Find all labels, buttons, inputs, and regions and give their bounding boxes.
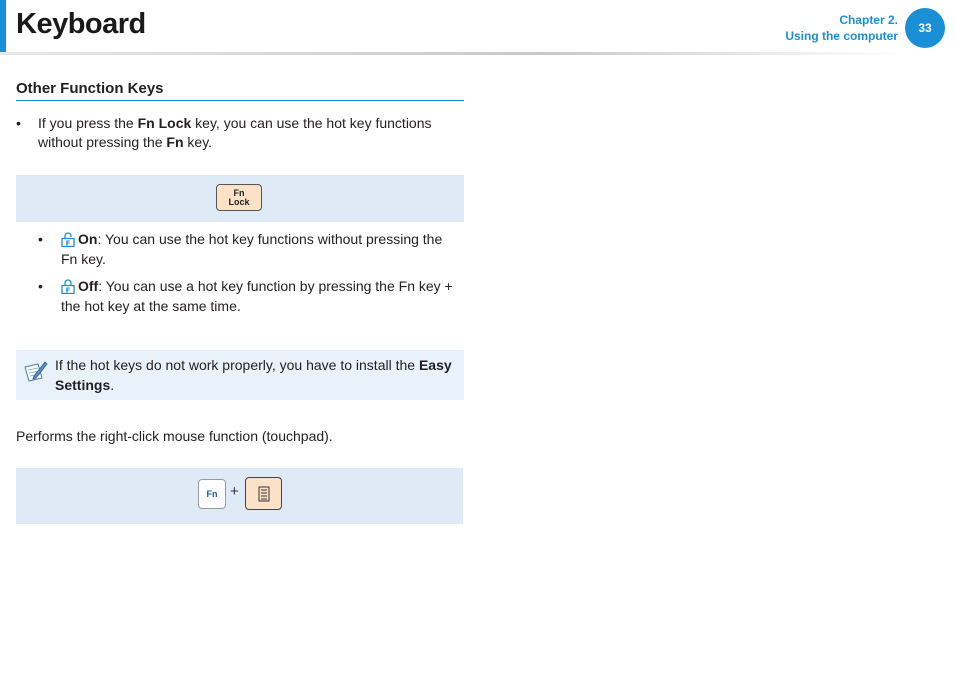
bullet-dot: • (16, 115, 21, 131)
header-accent-bar (0, 0, 6, 52)
paragraph: Performs the right-click mouse function (touchpad). (16, 428, 333, 444)
note-text: If the hot keys do not work properly, you have to install the Easy Settings. (55, 357, 452, 393)
svg-text:F: F (65, 286, 71, 294)
chapter-name: Using the computer (785, 29, 898, 43)
lock-closed-icon (61, 279, 75, 294)
menu-key (245, 477, 282, 510)
note-pencil-icon (22, 358, 48, 384)
list-item (16, 114, 464, 152)
note-box (16, 350, 464, 400)
header-divider (0, 52, 905, 55)
plus-sign: + (230, 483, 239, 500)
lock-open-icon (61, 232, 75, 247)
chapter-number: Chapter 2. (839, 13, 898, 27)
svg-text:F: F (65, 239, 71, 247)
page-number-badge: 33 (905, 8, 945, 48)
list-item: • F On: You can use the hot key functions without pressing the Fn key. (38, 231, 443, 267)
section-title: Other Function Keys (16, 80, 464, 101)
fn-lock-key: Fn Lock (216, 184, 262, 211)
menu-key-icon (258, 486, 270, 502)
list-item: • F Off: You can use a hot key function by pressing the Fn key + the hot key at the same time. (38, 278, 453, 314)
key-illustration-panel (16, 175, 464, 222)
page-title: Keyboard (16, 8, 146, 40)
fn-key: Fn (198, 479, 226, 509)
chapter-label (785, 12, 898, 44)
key-combo-panel (16, 468, 463, 524)
bullet-text: If you press the Fn Lock key, you can use the hot key functions without pressing the Fn key. (38, 115, 432, 150)
